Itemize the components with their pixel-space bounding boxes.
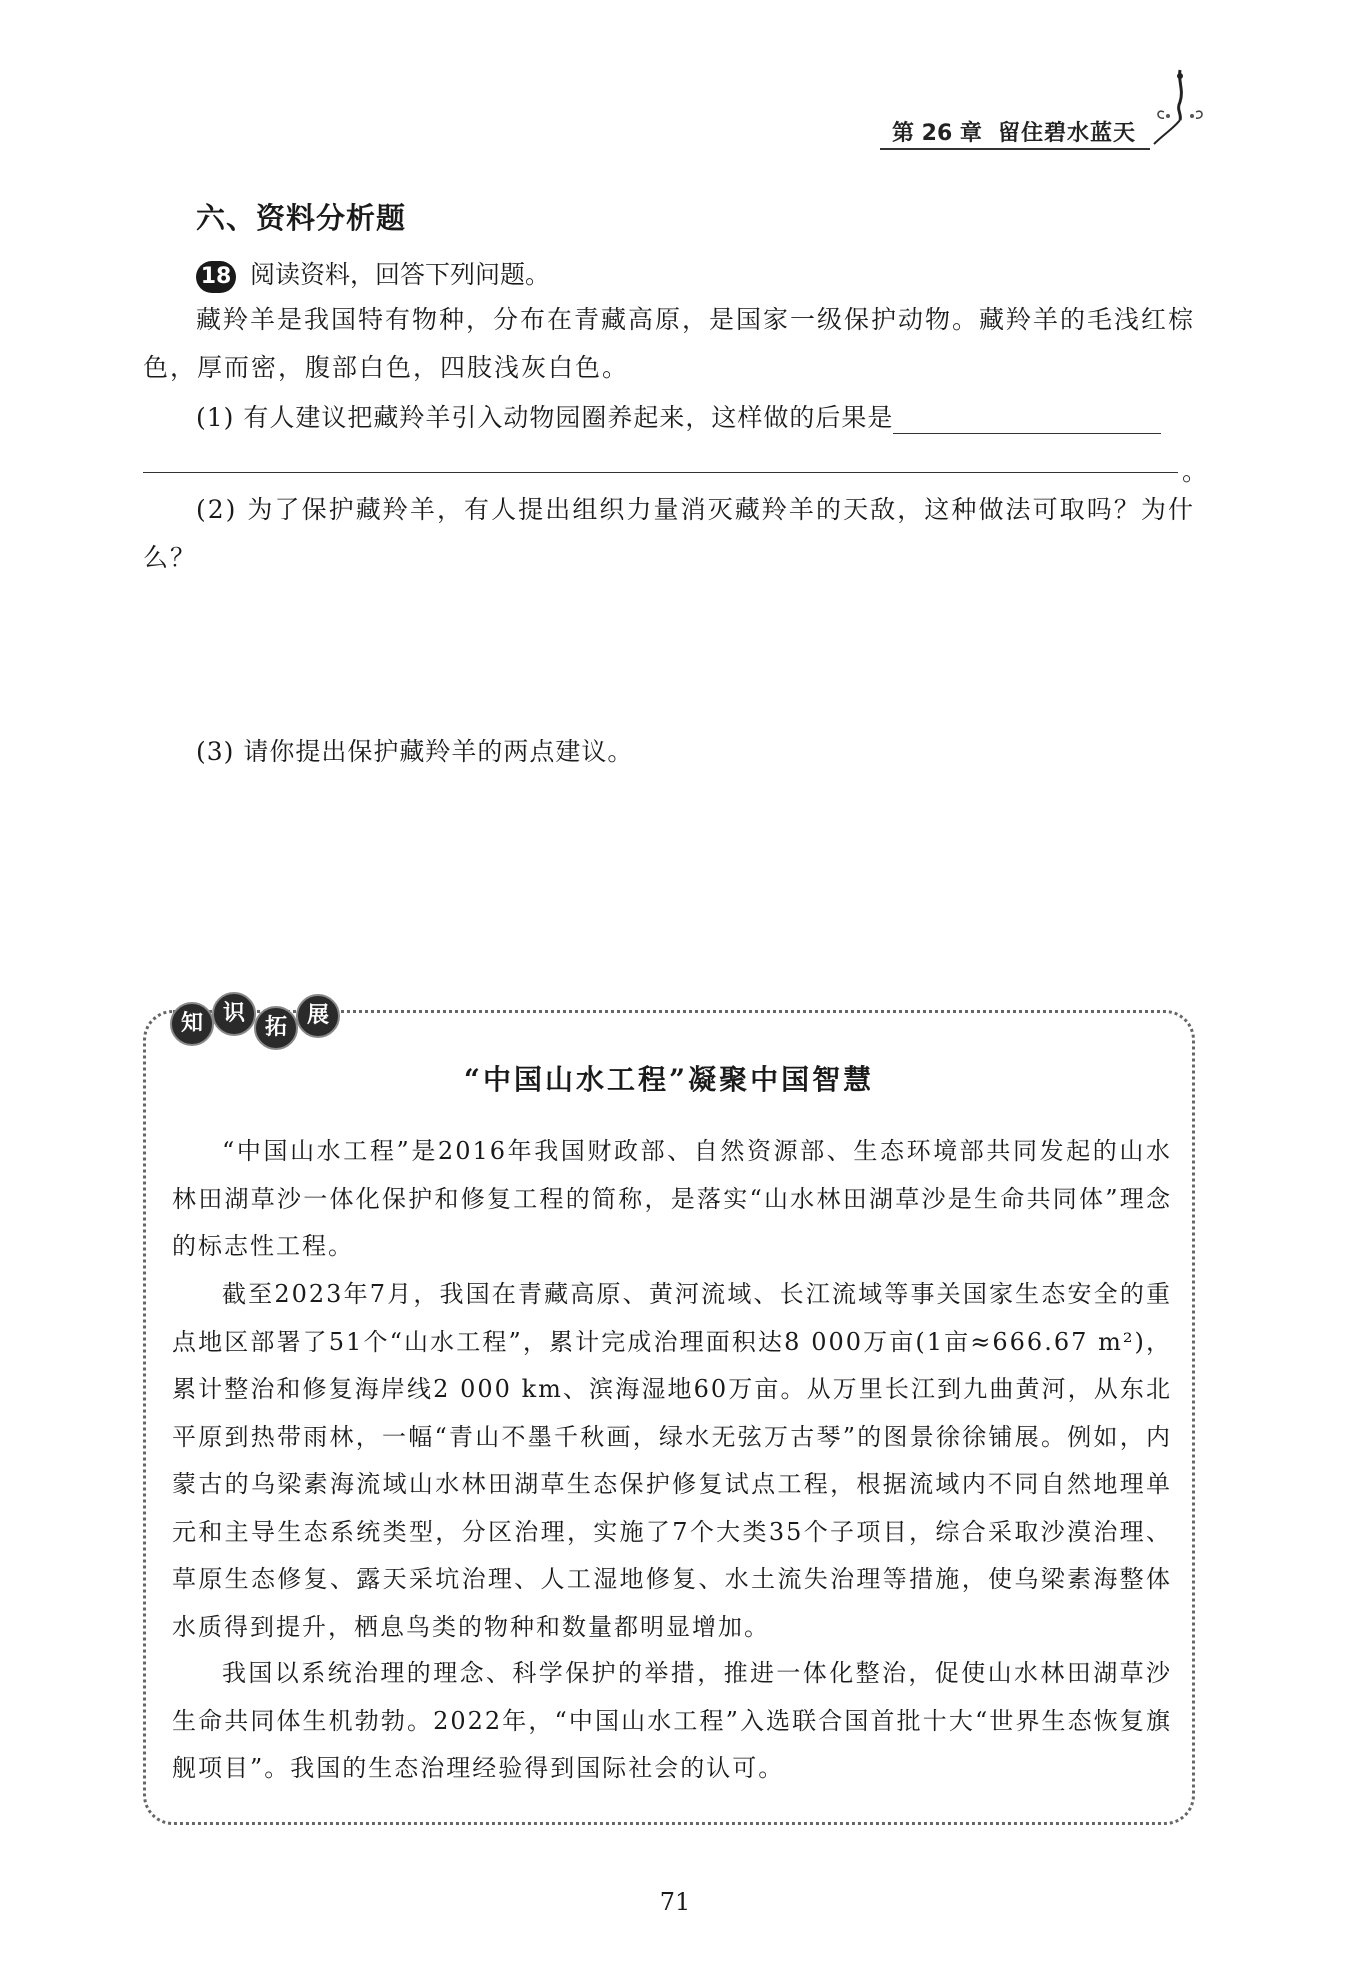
knowledge-paragraph-1: “中国山水工程”是2016年我国财政部、自然资源部、生态环境部共同发起的山水林田湖草沙一体化保护和修复工程的简称，是落实“山水林田湖草沙是生命共同体”理念的标志性工程。 [172,1137,1172,1260]
question-instruction-line [196,255,550,293]
label-char-3: 拓 [254,1006,298,1050]
sub-question-2: (2) 为了保护藏羚羊，有人提出组织力量消灭藏羚羊的天敌，这种做法可取吗？为什么？ [143,495,1195,572]
label-char-1: 知 [170,1002,214,1046]
sub-question-1-text: (1) 有人建议把藏羚羊引入动物园圈养起来，这样做的后果是 [196,403,894,432]
knowledge-paragraph-3: 我国以系统治理的理念、科学保护的举措，推进一体化整治，促使山水林田湖草沙生命共同体生机勃勃。2022年，“中国山水工程”入选联合国首批十大“世界生态恢复旗舰项目”。我国的生态治理经验得到国际社会的认可。 [172,1659,1172,1782]
flower-ornament-icon [1150,68,1210,148]
answer-blank-1-continued[interactable] [143,472,1178,473]
knowledge-paragraph-2: 截至2023年7月，我国在青藏高原、黄河流域、长江流域等事关国家生态安全的重点地区部署了51个“山水工程”，累计完成治理面积达8 000万亩(1亩≈666.67 m²)，累计整治和修复海岸线2 000 km、滨海湿地60万亩。从万里长江到九曲黄河，从东北平原到热带雨林，一幅“青山不墨千秋画，绿水无弦万古琴”的图景徐徐铺展。例如，内蒙古的乌梁素海流域山水林田湖草生态保护修复试点工程，根据流域内不同自然地理单元和主导生态系统类型，分区治理，实施了7个大类35个子项目，综合采取沙漠治理、草原生态修复、露天采坑治理、人工湿地修复、水土流失治理等措施，使乌梁素海整体水质得到提升，栖息鸟类的物种和数量都明显增加。 [172,1280,1172,1641]
question-instruction: 阅读资料，回答下列问题。 [250,260,551,289]
question-number-badge: 18 [196,261,236,293]
page-number: 71 [659,1888,691,1916]
blank-period: 。 [1182,457,1208,486]
sub-question-1 [196,398,1161,434]
label-char-4: 展 [296,994,340,1038]
sub-question-3: (3) 请你提出保护藏羚羊的两点建议。 [196,737,634,766]
knowledge-label [170,988,340,1048]
chapter-number: 第 26 章 [892,121,982,146]
answer-blank-1[interactable] [893,407,1161,434]
question-material: 藏羚羊是我国特有物种，分布在青藏高原，是国家一级保护动物。藏羚羊的毛浅红棕色，厚而密，腹部白色，四肢浅灰白色。 [143,305,1196,382]
header-rule [880,148,1150,150]
knowledge-title: “中国山水工程”凝聚中国智慧 [463,1063,875,1096]
chapter-title: 留住碧水蓝天 [998,121,1137,146]
chapter-header [880,112,1180,152]
section-title: 六、资料分析题 [196,201,407,235]
label-char-2: 识 [212,992,256,1036]
